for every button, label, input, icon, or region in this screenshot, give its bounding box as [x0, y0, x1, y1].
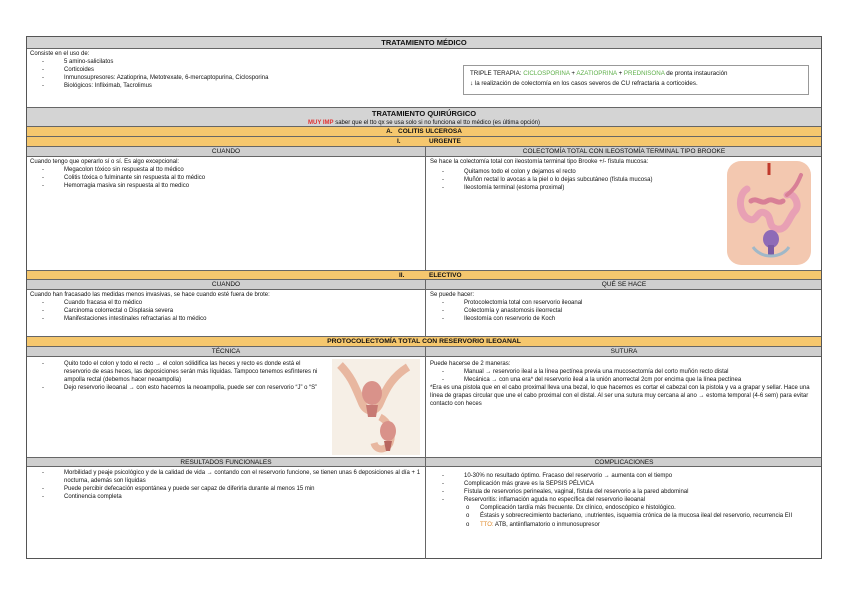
urgente-band [27, 137, 821, 147]
triple-therapy-box [463, 65, 809, 95]
quirurgico-header [27, 108, 821, 127]
sutura-list [430, 368, 818, 384]
urgente-cuando-cell [27, 157, 425, 270]
document [26, 36, 822, 559]
urgente-cuando-header: CUANDO [211, 148, 241, 155]
triple-label: TRIPLE TERAPIA: [470, 70, 522, 77]
urgente-colect-intro: Se hace la colectomía total con ileostomía terminal tipo Brooke +/- fístula mucosa: [430, 159, 649, 165]
urgente-colect-cell [427, 157, 717, 270]
urgente-colect-list [430, 168, 714, 192]
list-item: o Éstasis y sobrecrecimiento bacteriano, ↓nutrientes, isquemia crónica de la mucosa ileal del reservorio, recurrencia EII [466, 512, 818, 520]
list-item: - Reservoritis: inflamación aguda no específica del reservorio ileoanal [442, 496, 818, 504]
resultados-header: RESULTADOS FUNCIONALES [180, 459, 272, 466]
electivo-que-list [430, 299, 818, 323]
sutura-intro: Puede hacerse de 2 maneras: [430, 361, 511, 367]
protocolectomia-subheader [27, 347, 821, 357]
plus-sign: + [571, 70, 575, 77]
electivo-num: II. [399, 272, 405, 279]
list-item: - 10-30% no resultado óptimo. Fracaso del reservorio → aumenta con el tiempo [442, 472, 818, 480]
resultados-subheader [27, 457, 821, 467]
quirurgico-note: saber que el tto qx se usa solo si no funciona el tto médico (es última opción) [335, 120, 540, 127]
electivo-que-header: QUÉ SE HACE [601, 281, 647, 288]
triple-line2: ↓ la realización de colectomía en los casos severos de CU refractaria a corticoides. [470, 79, 698, 87]
list-item: o Complicación tardía más frecuente. Dx clínico, endoscópico e histológico. [466, 504, 818, 512]
complicaciones-cell [427, 471, 821, 559]
urgente-num: I. [397, 138, 401, 145]
protocolectomia-band: PROTOCOLECTOMÍA TOTAL CON RESERVORIO ILEOANAL [27, 336, 821, 347]
list-item: - Manifestaciones intestinales refractarias al tto médico [42, 315, 422, 323]
sutura-cell [427, 359, 821, 455]
medico-content [27, 49, 447, 107]
reservoritis-sublist [430, 504, 818, 528]
list-item: - Morbilidad y peaje psicológico y de la calidad de vida → contando con el reservorio funcione, se tienen unas 6 deposiciones al día + 1 nocturna, además son líquidas [42, 469, 422, 485]
list-item: - Carcinoma colorrectal o Displasia severa [42, 307, 422, 315]
colitis-band [27, 127, 821, 137]
complicaciones-list [430, 472, 818, 504]
complicaciones-header: COMPLICACIONES [594, 459, 654, 466]
list-item: - Megacolon tóxico sin respuesta al tto médico [42, 166, 422, 174]
triple-tail: de pronta instauración [666, 70, 728, 77]
list-item: - Ileostomía con reservorio de Koch [442, 315, 818, 323]
list-item: - Inmunosupresores: Azatioprina, Metotrexate, 6-mercaptopurina, Ciclosporina [42, 74, 444, 82]
urgente-subheader [27, 147, 821, 157]
electivo-title: ELECTIVO [429, 272, 462, 279]
electivo-cuando-intro: Cuando han fracasado las medidas menos invasivas, se hace cuando esté fuera de brote: [30, 292, 270, 298]
list-item: - Corticoides [42, 66, 444, 74]
list-item: - Mecánica → con una era* del reservorio ileal a la unión anorrectal 2cm por encima que la línea pectínea [442, 376, 818, 384]
list-item: - Quitamos todo el colon y dejamos el recto [442, 168, 714, 176]
medico-list [30, 58, 444, 90]
electivo-que-cell [427, 290, 821, 336]
drug-ciclosporina: CICLOSPORINA [523, 70, 570, 77]
muy-imp-label: MUY IMP [307, 120, 334, 127]
drug-azatioprina: AZATIOPRINA [576, 70, 617, 77]
urgente-colect-header: COLECTOMÍA TOTAL CON ILEOSTOMÍA TERMINAL TIPO BROOKE [522, 148, 726, 155]
colon-stoma-illustration [727, 161, 811, 265]
resultados-list [30, 469, 422, 501]
list-item: - Manual → reservorio ileal a la línea pectínea previa una mucosectomía del corto muñón recto distal [442, 368, 818, 376]
sutura-header: SUTURA [610, 348, 638, 355]
list-item: - Fístula de reservorios perineales, vaginal, fístula del reservorio a la pared abdominal [442, 488, 818, 496]
list-item: - Colectomía y anastomosis ileorrectal [442, 307, 818, 315]
urgente-cuando-intro: Cuando tengo que operarlo sí o sí. Es algo excepcional: [30, 159, 180, 165]
electivo-que-intro: Se puede hacer: [430, 292, 475, 298]
tecnica-header: TÉCNICA [211, 348, 241, 355]
medico-intro: Consiste en el uso de: [30, 51, 90, 57]
tecnica-list [30, 360, 324, 392]
list-item: - Puede percibir defecación espontánea y puede ser capaz de diferirla durante al menos 15 min [42, 485, 422, 493]
tto-text: ATB, antiinflamatorio o inmunosupresor [494, 521, 600, 528]
list-item: - Colitis tóxica o fulminante sin respuesta al tto médico [42, 174, 422, 182]
plus-sign: + [618, 70, 623, 77]
list-item: - Protocolectomía total con reservorio ileoanal [442, 299, 818, 307]
electivo-subheader [27, 280, 821, 290]
medico-title: TRATAMIENTO MÉDICO [27, 37, 821, 49]
list-item: - Dejo reservorio ileoanal → con esto hacemos la neoampolla, puede ser con reservorio “J” o “S” [42, 384, 324, 392]
list-item: - Cuando fracasa el tto médico [42, 299, 422, 307]
list-item: - Quito todo el colon y todo el recto → el colon sólidifica las heces y recto es donde está el reservorio de esas heces, las deposiciones serán más líquidas. Tampoco tenemos esfínteres ni ampolla rectal (debemos hacer neoampolla) [42, 360, 324, 384]
electivo-band [27, 270, 821, 280]
ileoanal-pouch-illustration [332, 359, 420, 455]
urgente-cuando-list [30, 166, 422, 190]
sutura-note: *Era es una pistola que en el cabo proximal lleva una bezal, lo que hacemos es cortar el cabezal con la pistola y va a grapar y sellar. Hace una línea de grapas circular que une el cabo proximal con el distal. Al ser una sutura muy cercana al ano → estoma temporal (4-6 sem) para evitar contacto con heces [430, 385, 810, 408]
resultados-cell [27, 468, 425, 558]
list-item: - Complicación más grave es la SEPSIS PÉLVICA [442, 480, 818, 488]
list-item: - Biológicos: Infliximab, Tacrolimus [42, 82, 444, 90]
urgente-title: URGENTE [429, 138, 461, 145]
list-item: - Continencia completa [42, 493, 422, 501]
list-item: - Muñón rectal lo avocas a la piel o lo dejas subcutáneo (fístula mucosa) [442, 176, 714, 184]
list-item: - 5 amino-salicilatos [42, 58, 444, 66]
list-item: - Hemorragia masiva sin respuesta al tto medico [42, 182, 422, 190]
electivo-cuando-cell [27, 290, 425, 336]
quirurgico-title: TRATAMIENTO QUIRÚRGICO [371, 109, 477, 118]
drug-prednisona: PREDNISONA [623, 70, 665, 77]
colitis-letter: A. [386, 128, 393, 135]
list-item [466, 521, 818, 529]
tecnica-cell [27, 359, 327, 455]
colitis-title: COLITIS ULCEROSA [398, 128, 462, 135]
tto-label: TTO: [480, 521, 494, 528]
list-item: - Ileostomía terminal (estoma proximal) [442, 184, 714, 192]
electivo-cuando-header: CUANDO [211, 281, 241, 288]
electivo-cuando-list [30, 299, 422, 323]
